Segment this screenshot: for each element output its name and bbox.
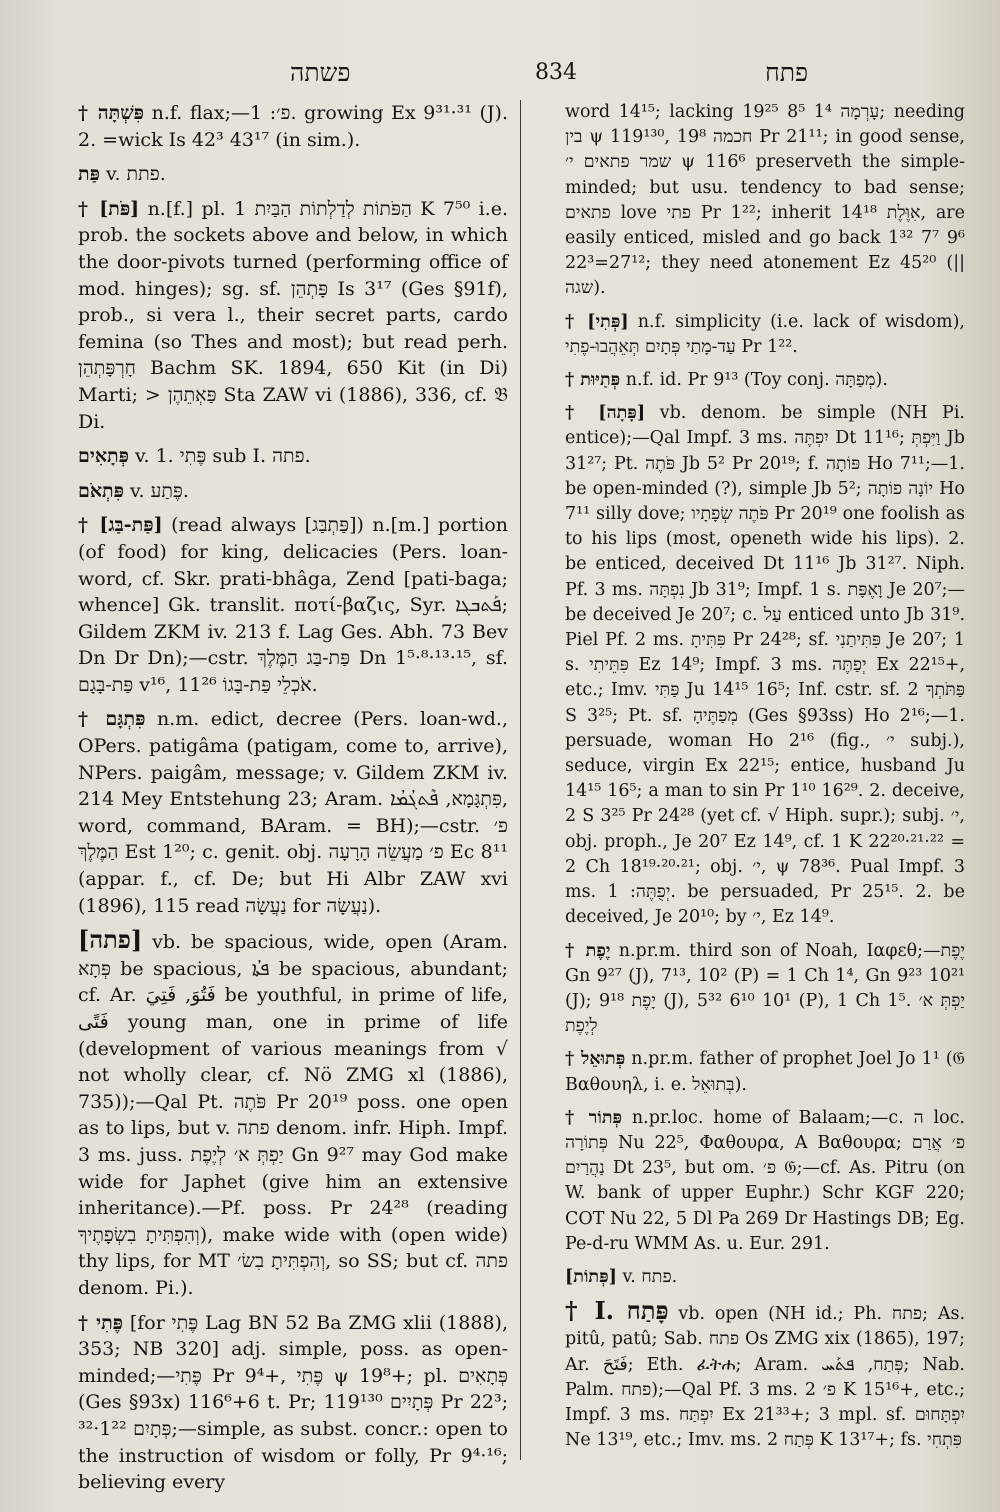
entry-text: v. פתח. xyxy=(622,1266,678,1287)
entry xyxy=(78,196,508,435)
entry xyxy=(565,100,965,302)
entry xyxy=(565,401,965,930)
entry-text: n.f. simplicity (i.e. lack of wisdom), עַד-מָתַי פְּתָיִם תְּאֵהֲבוּ-פֶתִי Pr 1²². xyxy=(565,311,965,357)
entry-headword: † פְּתַיּוּת xyxy=(565,370,621,391)
entry-text: vb. be spacious, wide, open (Aram. פְּתָא be spacious, ܦܬܳܐ be spacious, abundant; cf. Ar. فَتُوَ, فَتِيَ be youthful, in prime of life, فَتًى young man, one in prime of life (development of various meanings from √ not wholly clear, cf. Nö ZMG xl (1886), 735));—Qal Pt. פֹּתֶה Pr 20¹⁹ poss. one open as to lips, but v. פתה denom. infr. Hiph. Impf. 3 ms. juss. יַפְתְּ א׳ לְיֶפֶת Gn 9²⁷ may God make wide for Japhet (give him an extensive inheritance).—Pf. poss. Pr 24²⁸ (reading וְהִפְתִּיתָ בִשְׂפָתֶיךָ), make wide with (open wide) thy lips, for MT וְהִפְתִּיתָ בִשׂ׳, so SS; but cf. פתה denom. Pi.). xyxy=(78,931,509,1299)
entry-text: v. פתת. xyxy=(105,163,166,186)
page-header xyxy=(80,58,940,98)
entry-text: (read always [פַּתְבַּג]) n.[m.] portion (of food) for king, delicacies (Pers. loan-word, cf. Skr. prati-bhâga, Zend [pati-baga; whence] Gk. translit. ποτί-βαζις, Syr. ܦܰܬܒܓܐ; Gildem ZKM iv. 213 f. Lag Ges. Abh. 73 Bev Dn Dr Dn);—cstr. פַּת-בַּג הַמֶּלֶךְ Dn 1⁵·⁸·¹³·¹⁵, sf. פַּת-בָּגָם v¹⁶, אֹכְלֵי פַּת-בָּגוֹ 11²⁶. xyxy=(78,514,509,696)
entry xyxy=(565,1106,965,1257)
entry-text: n.m. edict, decree (Pers. loan-wd., OPers. patigâma (patigam, come to, arrive), NPers. paigâm, message; v. Gildem ZKM iv. 214 Mey Entstehung 23; Aram. פִּתְגָּמָא, ܦܶܬܓܳܡܳܐ, word, command, BAram. = BH);—cstr. פ׳ הַמֶּלֶךְ Est 1²⁰; c. genit. obj. פ׳ מַעֲשֵׂה הָרָעָה Ec 8¹¹ (appar. f., cf. De; but Hi Albr ZAW xvi (1896), 115 read נַעֲשָׂה for נַעֲשָׂה). xyxy=(78,708,509,917)
entry-headword: † פֶּתִי xyxy=(78,1311,124,1334)
entry-headword: † I. פָּתַח xyxy=(565,1296,669,1326)
entry xyxy=(78,161,508,188)
entry-headword: † [פָּתָה] xyxy=(565,403,646,424)
entry-text: n.f. id. Pr 9¹³ (Toy conj. מְפַתָּה). xyxy=(625,370,888,391)
entry xyxy=(565,1047,965,1097)
entry-headword: † פְּתוֹר xyxy=(565,1107,623,1128)
entry xyxy=(565,1298,965,1453)
entry xyxy=(78,927,508,1301)
entry-text: n.f. flax;—פ׳: 1. growing Ex 9³¹·³¹ (J). 2. =wick Is 42³ 43¹⁷ (in sim.). xyxy=(78,102,508,151)
entry xyxy=(565,939,965,1040)
entry xyxy=(565,368,965,393)
entry-text: v. פֶּתַע. xyxy=(130,479,189,502)
entry-headword: פִּתְאֹם xyxy=(78,479,124,502)
entry-text: word 14¹⁵; lacking עָרְמָה 1⁴ 8⁵ 19²⁵; needing בין ψ 119¹³⁰, חכמה 19⁸ Pr 21¹¹; in good sense, שמר פתאים י׳ ψ 116⁶ preserveth the simple-minded; but usu. tendency to bad sense; פתאים love פתי Pr 1²²; inherit אִוֶּלֶת 14¹⁸, are easily enticed, misled and go back 1³² 7⁷ 9⁶ 22³=27¹²; they need atonement Ez 45²⁰ (|| שגה). xyxy=(565,102,966,299)
entry-text: n.pr.m. father of prophet Joel Jo 1¹ (𝔊 Βαθουηλ, i. e. בְּתוּאֵל). xyxy=(565,1049,965,1095)
entry-headword: [פְּתוֹת] xyxy=(565,1266,617,1287)
header-right-word: פתח xyxy=(765,58,809,87)
entry-headword: פַּת xyxy=(78,163,100,186)
entry-headword: † פִּתְגָּם xyxy=(78,708,146,731)
entry-text: [for פֶּתִי Lag BN 52 Ba ZMG xlii (1888), 353; NB 320] adj. simple, poss. as open-minded;—פֶּתִי Pr 9⁴+, פֶּתִי ψ 19⁸+; pl. פְּתָאִים (Ges §93x) 116⁶+6 t. Pr; פְּתָיִים 119¹³⁰ Pr 22³; פְּתָיִם 1²²·³²;—simple, as subst. concr.: open to the instruction of wisdom or folly, Pr 9⁴·¹⁶; believing every xyxy=(78,1311,509,1494)
entry-text: n.pr.m. third son of Noah, Ιαφεθ;—יֶפֶת Gn 9²⁷ (J), 7¹³, 10² (P) = 1 Ch 1⁴, Gn 9²³ 10²¹ (J); יָפֶת 9¹⁸ (J), 5³² 6¹⁰ 10¹ (P), 1 Ch 1⁵. יַפְתְּ א׳ לְיֶפֶת xyxy=(565,940,965,1037)
right-column xyxy=(565,100,965,1461)
header-left-word: פשתה xyxy=(290,58,351,87)
entry-headword: † [פֹּת] xyxy=(78,197,140,220)
entry-headword: פְּתָאִים xyxy=(78,445,129,468)
entry-text: vb. denom. be simple (NH Pi. entice);—Qal Impf. 3 ms. יִפְתֶּה Dt 11¹⁶; וַיִּפְתְּ Jb 31²⁷; Pt. פֹּתֶה Jb 5² Pr 20¹⁹; f. פּוֹתָה Ho 7¹¹;—1. be open-minded (?), simple Jb 5²; יוֹנָה פוֹתָה Ho 7¹¹ silly dove; פֹּתֶה שְׂפָתָיו Pr 20¹⁹ one foolish as to his lips (most, openeth wide his lips). 2. be enticed, deceived Dt 11¹⁶ Jb 31²⁷. Niph. Pf. 3 ms. נִפְתָּה Jb 31⁹; Impf. 1 s. וָאֶפָּת Je 20⁷;—be deceived Je 20⁷; c. עַל enticed unto Jb 31⁹. Piel Pf. 2 ms. פִּתִּיתָ Pr 24²⁸; sf. פִּתִּיתַנִי Je 20⁷; 1 s. פִּתֵּיתִי Ez 14⁹; Impf. 3 ms. יְפַתֶּה Ex 22¹⁵+, etc.; Imv. פַּתִּי Ju 14¹⁵ 16⁵; Inf. cstr. sf. פַּתֹּתְךָ 2 S 3²⁵; Pt. sf. מְפַתֶּיהָ (Ges §93ss) Ho 2¹⁶;—1. persuade, woman Ho 2¹⁶ (fig., י׳ subj.), seduce, virgin Ex 22¹⁵; entice, husband Ju 14¹⁵ 16⁵; a man to sin Pr 1¹⁰ 16²⁹. 2. deceive, 2 S 3²⁵ Pr 24²⁸ (yet cf. √ Hiph. supr.); subj. י׳, obj. proph., Je 20⁷ Ez 14⁹, cf. 1 K 22²⁰·²¹·²² = 2 Ch 18¹⁹·²⁰·²¹; obj. י׳, ψ 78³⁶. Pual Impf. 3 ms. יְפֻתֶּה: 1. be persuaded, Pr 25¹⁵. 2. be deceived, Je 20¹⁰; by י׳, Ez 14⁹. xyxy=(565,403,966,928)
entry-headword: † פִּשְׁתָּה xyxy=(78,102,144,124)
page-number: 834 xyxy=(535,60,577,85)
entry-headword: † יֶפֶת xyxy=(565,940,611,961)
entry xyxy=(78,478,508,505)
entry xyxy=(78,100,508,153)
column-divider xyxy=(520,100,521,1460)
entry-headword: [פתה] xyxy=(78,925,143,955)
entry xyxy=(78,443,508,470)
entry xyxy=(565,310,965,360)
entry-headword: † [פַּת-בַּג] xyxy=(78,514,163,537)
entry xyxy=(565,1265,965,1290)
entry-text: n.[f.] pl. הַפֹּתוֹת לְדַלְתוֹת הַבַּיִת 1 K 7⁵⁰ i.e. prob. the sockets above and below, in which the door-pivots turned (performing office of mod. hinges); sg. sf. פָּתְהֵן Is 3¹⁷ (Ges §91f), prob., si vera l., their secret parts, cardo femina (so Thes and most); but read perh. חָרְפָּתְהֵן Bachm SK. 1894, 650 Kit (in Di) Marti; > פַּאְתֵהֶן Sta ZAW vi (1886), 336, cf. 𝔅 Di. xyxy=(78,197,509,433)
entry-text: vb. open (NH id.; Ph. פתח; As. pitû, patû; Sab. פתח Os ZMG xix (1865), 197; Ar. فَتَحَ; Eth. ፈትሐ; Aram. פְּתַח, ܦܬܰܚ; Nab. Palm. פתח);—Qal Pf. 3 ms. פ׳ 2 K 15¹⁶+, etc.; Impf. 3 ms. יִפְתַּח Ex 21³³+; 3 mpl. sf. יִפְתָּחוּם Ne 13¹⁹, etc.; Imv. ms. פְּתַח 2 K 13¹⁷+; fs. פִּתְחִי xyxy=(565,1304,966,1451)
entry xyxy=(78,512,508,698)
left-column xyxy=(78,100,508,1504)
entry xyxy=(78,706,508,919)
entry-headword: † פְּתוּאֵל xyxy=(565,1049,626,1070)
entry-text: v. 1. פֶּתִי sub I. פתה. xyxy=(135,445,311,468)
entry-headword: † [פְּתִי] xyxy=(565,311,629,332)
entry xyxy=(78,1310,508,1496)
entry-text: n.pr.loc. home of Balaam;—c. ה loc. פְּתוֹרָה Nu 22⁵, Φαθουρα, Α Βαθουρα; פ׳ אֲרַם נַהֲרַיִם Dt 23⁵, but om. פ׳ 𝔊;—cf. As. Pitru (on W. bank of upper Euphr.) Schr KGF 220; COT Nu 22, 5 Dl Pa 269 Dr Hastings DB; Eg. Pe-d-ru WMM As. u. Eur. 291. xyxy=(565,1107,965,1254)
